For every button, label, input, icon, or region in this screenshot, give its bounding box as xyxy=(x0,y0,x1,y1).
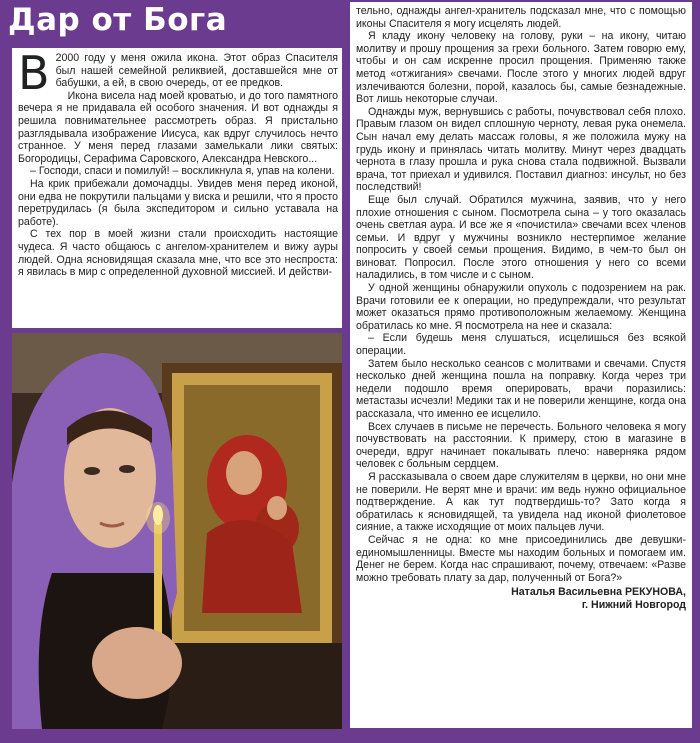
photo-woman-with-candle xyxy=(12,333,342,729)
left-paragraph-5: С тех пор в моей жизни стали происходить настоящие чудеса. Я часто общаюсь с ангелом-хранителем и вижу ауры людей. Одна ясновидящая сказала мне, что все это неспроста: я явилась в мир с определенной духовной миссией. И действи- xyxy=(18,228,338,279)
right-paragraph-8: Всех случаев в письме не перечесть. Больного человека я могу почувствовать на расстоянии. К примеру, стою в магазине в очереди, вдруг начинает покалывать плечо: наверняка рядом человек с больным сердцем. xyxy=(356,420,686,471)
right-paragraph-4: Еще был случай. Обратился мужчина, заявив, что у него плохие отношения с сыном. Посмотрела сына – у того оказалась очень светлая аура. И все же я «почистила» свечами всех членов семьи. И вдруг у мужчины возникло нестерпимое желание попросить у своей семьи прощения. Видимо, в чем-то был он виноват. Попросил. После этого отношения у него со всеми наладились, в том числе и с сыном. xyxy=(356,193,686,282)
left-column xyxy=(12,48,342,328)
right-paragraph-6: – Если будешь меня слушаться, исцелишься без всякой операции. xyxy=(356,332,686,358)
drop-cap: В xyxy=(18,46,50,100)
right-paragraph-10: Сейчас я не одна: ко мне присоединились две девушки-единомышленницы. Вместе мы находим больных и помогаем им. Денег не берем. Когда нас спрашивают, почему, отвечаем: «Разве можно требовать плату за дар, полученный от Бога?» xyxy=(356,533,686,584)
right-paragraph-7: Затем было несколько сеансов с молитвами и свечами. Спустя несколько дней женщина пошла на поправку. Когда через три недели подошло время оперировать, врачи поразились: метастазы исчезли! Медики так и не поверили женщине, когда она рассказала, что именно ее исцелило. xyxy=(356,357,686,420)
left-paragraph-4: На крик прибежали домочадцы. Увидев меня перед иконой, они едва не покрутили пальцами у виска и решили, что я просто перетрудилась (я была экспедитором и сильно уставала на работе). xyxy=(18,177,338,228)
right-column xyxy=(350,2,692,728)
left-paragraph-1-text: 2000 году у меня ожила икона. Этот образ Спасителя был нашей семейной реликвией, доставшейся мне от бабушки, а ей, в свою очередь, от ее предков. xyxy=(55,52,338,90)
right-paragraph-9: Я рассказывала о своем даре служителям в церкви, но они мне не поверили. Не верят мне и врачи: им ведь нужно официальное подтверждение. А как тут подтвердишь-то? Зато когда я обратилась к ясновидящей, та увидела над иконой фиолетовое сияние, а также исходящие от моих пальцев лучи. xyxy=(356,470,686,534)
article-title: Дар от Бога xyxy=(8,2,228,38)
right-paragraph-5: У одной женщины обнаружили опухоль с подозрением на рак. Врачи готовили ее к операции, но предупреждали, что результат может оказаться прямо противоположным желаемому. Женщина обратилась ко мне. Я посмотрела на нее и сказала: xyxy=(356,282,686,332)
left-paragraph-3: – Господи, спаси и помилуй! – воскликнула я, упав на колени. xyxy=(30,165,335,178)
left-paragraph-2: Икона висела над моей кроватью, и до того памятного вечера я не придавала ей особого значения. И вот однажды я решила повнимательнее рассмотреть образ. Я пристально разглядывала изображение Иисуса, как вдруг случилось нечто странное. У меня перед глазами замелькали лики святых: Богородицы, Серафима Саровского, Александра Невского... xyxy=(18,89,338,165)
right-paragraph-2: Я кладу икону человеку на голову, руки – на икону, читаю молитву и прошу прощения за грехи больного. Затем говорю ему, чтобы и он сам искренне просил прощения. Применяю также метод «отжигания» свечами. После этого у многих людей вдруг излечиваются болезни, порой, казалось бы, самые безнадежные. Вот лишь некоторые случаи. xyxy=(356,30,686,106)
right-paragraph-1: тельно, однажды ангел-хранитель подсказал мне, что с помощью иконы Спасителя я могу исцелять людей. xyxy=(356,5,686,30)
right-paragraph-3: Однажды муж, вернувшись с работы, почувствовал себя плохо. Правым глазом он видел сплошную черноту, левая рука онемела. Сын начал ему делать массаж головы, я же положила мужу на грудь икону и принялась читать молитву. Минут через двадцать чернота в глазу прошла и рука снова стала подвижной. Вызвали врача, тот приехал и удивился. Поставил диагноз: инсульт, но без последствий! xyxy=(356,105,686,194)
author-city: г. Нижний Новгород xyxy=(581,598,686,611)
author-name: Наталья Васильевна РЕКУНОВА, xyxy=(511,586,686,599)
left-paragraph-1 xyxy=(18,46,338,100)
author-signature xyxy=(356,586,686,611)
